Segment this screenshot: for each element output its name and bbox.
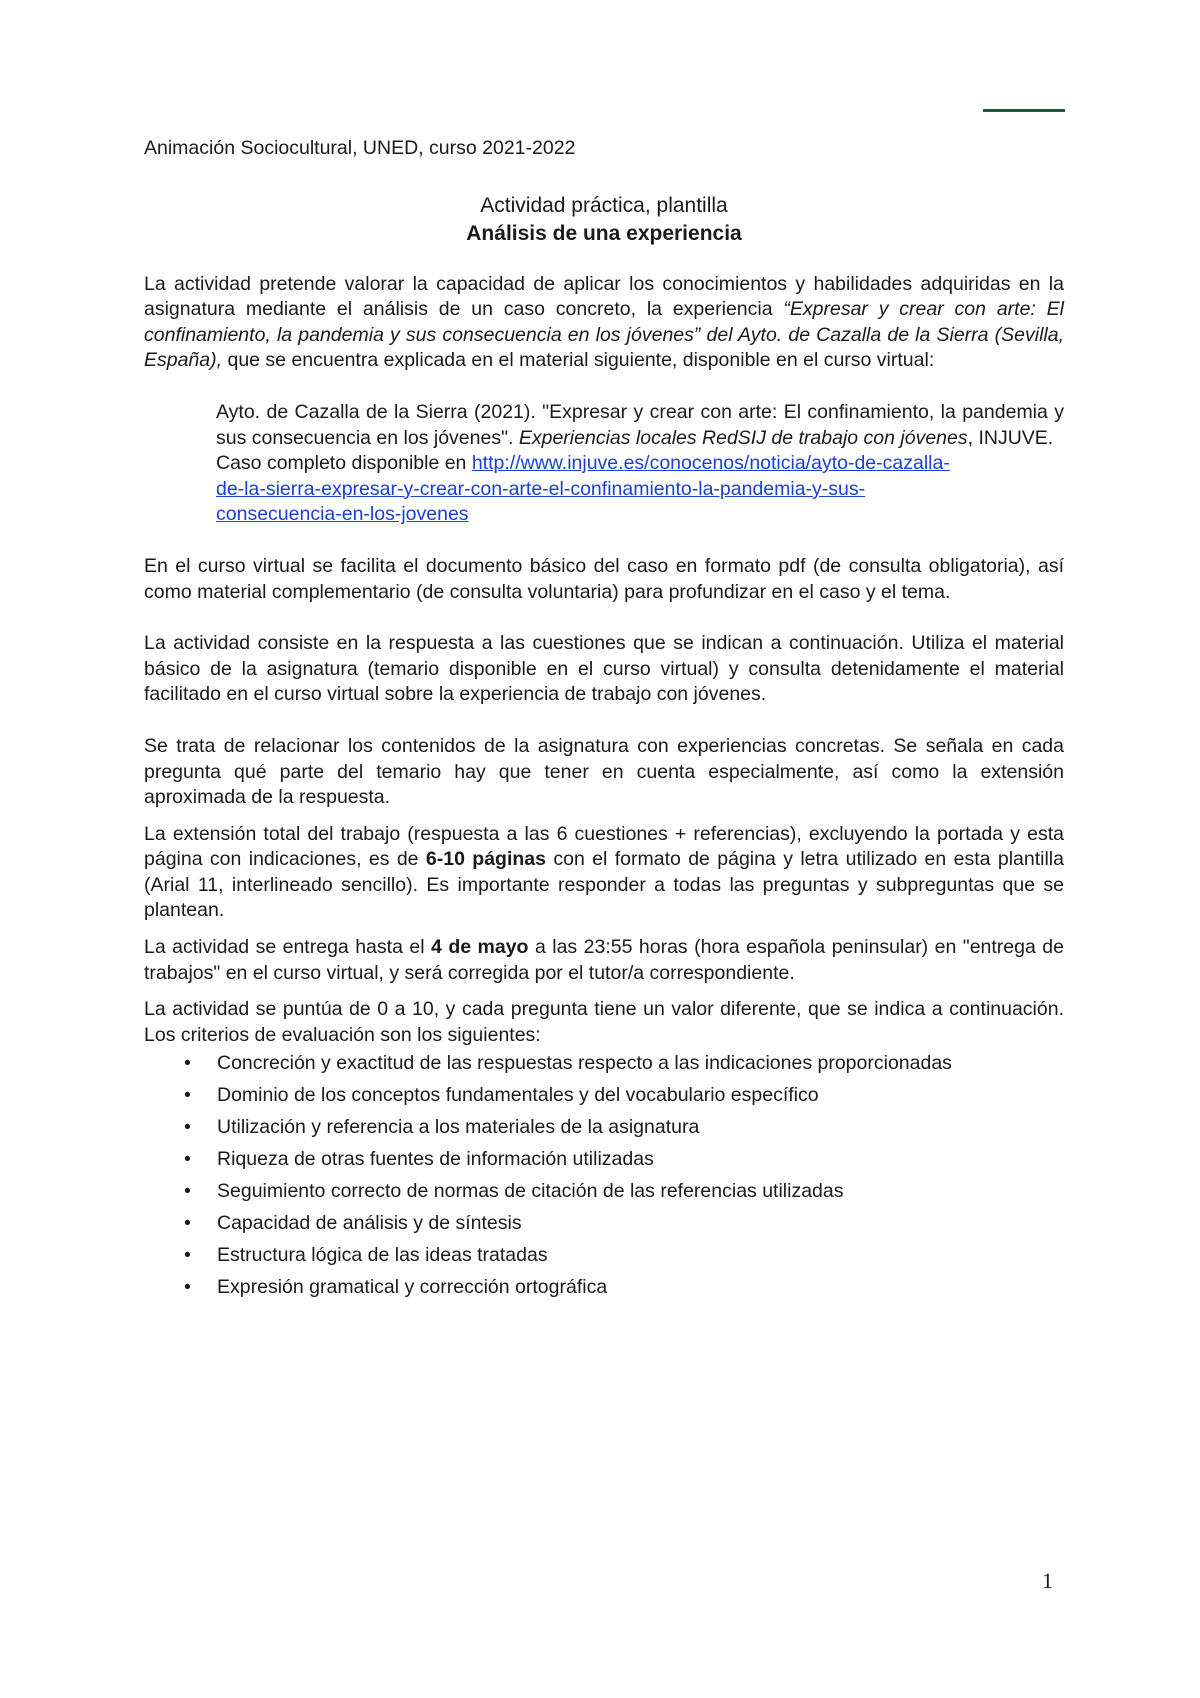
bullet-icon: •	[184, 1244, 191, 1267]
criteria-text: Concreción y exactitud de las respuestas respecto a las indicaciones proporcionadas	[217, 1052, 952, 1075]
criteria-list	[144, 1051, 1064, 1300]
bullet-icon: •	[184, 1052, 191, 1075]
criteria-item	[144, 1115, 1064, 1141]
deadline-text-a: La actividad se entrega hasta el	[144, 936, 432, 959]
criteria-item	[144, 1147, 1064, 1173]
criteria-item	[144, 1211, 1064, 1237]
deadline-text-b: a las 23:55 horas (hora española peninsular) en "entrega de trabajos" en el curso virtual, y será corregida por el tutor/a correspondiente.	[144, 936, 1064, 984]
criteria-item	[144, 1083, 1064, 1109]
reference-block	[216, 400, 1064, 528]
document-body	[144, 136, 1064, 1307]
length-text-b: con el formato de página y letra utilizado en esta plantilla (Arial 11, interlineado sencillo). Es importante responder a todas las preguntas y subpreguntas que se plantean.	[144, 848, 1064, 922]
criteria-text: Riqueza de otras fuentes de información utilizadas	[217, 1148, 654, 1171]
reference-text-a: Ayto. de Cazalla de la Sierra (2021). "Expresar y crear con arte: El confinamiento, la pandemia y sus consecuencia en los jóvenes".	[216, 400, 1064, 449]
criteria-text: Expresión gramatical y corrección ortográfica	[217, 1276, 608, 1299]
paragraph-activity: La actividad consiste en la respuesta a las cuestiones que se indican a continuación. Utiliza el material básico de la asignatura (temario disponible en el curso virtual) y consulta detenidamente el material facilitado en el curso virtual sobre la experiencia de trabajo con jóvenes.	[144, 632, 1064, 706]
criteria-text: Dominio de los conceptos fundamentales y del vocabulario específico	[217, 1084, 819, 1107]
criteria-item	[144, 1179, 1064, 1205]
case-link-line-2: de-la-sierra-expresar-y-crear-con-arte-el-confinamiento-la-pandemia-y-sus-	[216, 477, 866, 500]
deadline-date: 4 de mayo	[431, 936, 529, 959]
bullet-icon: •	[184, 1116, 191, 1139]
reference-link-line	[216, 451, 1064, 528]
intro-italic: “Expresar y crear con arte: El confinamiento, la pandemia y sus consecuencia en los jóvenes” del Ayto. de Cazalla de la Sierra (Sevilla, España),	[144, 298, 1064, 372]
bullet-icon: •	[184, 1084, 191, 1107]
page-number: 1	[1042, 1568, 1053, 1593]
paragraph-deadline	[144, 935, 1064, 986]
case-link-line-3: consecuencia-en-los-jovenes	[216, 503, 469, 526]
criteria-item	[144, 1243, 1064, 1269]
reference-citation	[216, 400, 1064, 451]
paragraph-grading: La actividad se puntúa de 0 a 10, y cada pregunta tiene un valor diferente, que se indica a continuación. Los criterios de evaluación son los siguientes:	[144, 998, 1064, 1046]
bullet-icon: •	[184, 1148, 191, 1171]
course-line: Animación Sociocultural, UNED, curso 2021-2022	[144, 137, 576, 159]
intro-text-b: que se encuentra explicada en el material siguiente, disponible en el curso virtual:	[222, 349, 935, 372]
paragraph-length	[144, 822, 1064, 924]
header-accent-rule	[983, 109, 1065, 112]
document-title: Actividad práctica, plantilla	[480, 193, 728, 217]
reference-link-prefix: Caso completo disponible en	[216, 452, 472, 475]
bullet-icon: •	[184, 1276, 191, 1299]
paragraph-materials: En el curso virtual se facilita el documento básico del caso en formato pdf (de consulta obligatoria), así como material complementario (de consulta voluntaria) para profundizar en el caso y el tema.	[144, 554, 1064, 603]
paragraph-relate: Se trata de relacionar los contenidos de la asignatura con experiencias concretas. Se señala en cada pregunta qué parte del temario hay que tener en cuenta especialmente, así como la extensión aproximada de la respuesta.	[144, 734, 1064, 809]
reference-text-b: , INJUVE.	[967, 426, 1054, 449]
intro-paragraph	[144, 272, 1064, 374]
length-text-a: La extensión total del trabajo (respuesta a las 6 cuestiones + referencias), excluyendo la portada y esta página con indicaciones, es de	[144, 822, 1064, 871]
reference-italic: Experiencias locales RedSIJ de trabajo con jóvenes	[518, 426, 968, 449]
length-pages: 6-10 páginas	[425, 848, 546, 871]
intro-text-a: La actividad pretende valorar la capacidad de aplicar los conocimientos y habilidades adquiridas en la asignatura mediante el análisis de un caso concreto, la experiencia	[144, 272, 1064, 321]
criteria-item	[144, 1051, 1064, 1077]
criteria-text: Seguimiento correcto de normas de citación de las referencias utilizadas	[217, 1180, 844, 1203]
criteria-text: Capacidad de análisis y de síntesis	[217, 1212, 522, 1235]
title-block	[144, 192, 1064, 248]
document-subtitle: Análisis de una experiencia	[466, 221, 742, 245]
bullet-icon: •	[184, 1180, 191, 1203]
criteria-text: Estructura lógica de las ideas tratadas	[217, 1244, 548, 1267]
criteria-text: Utilización y referencia a los materiales de la asignatura	[217, 1116, 700, 1139]
case-link-line-1: http://www.injuve.es/conocenos/noticia/ayto-de-cazalla-	[471, 452, 950, 475]
criteria-item	[144, 1275, 1064, 1301]
bullet-icon: •	[184, 1212, 191, 1235]
